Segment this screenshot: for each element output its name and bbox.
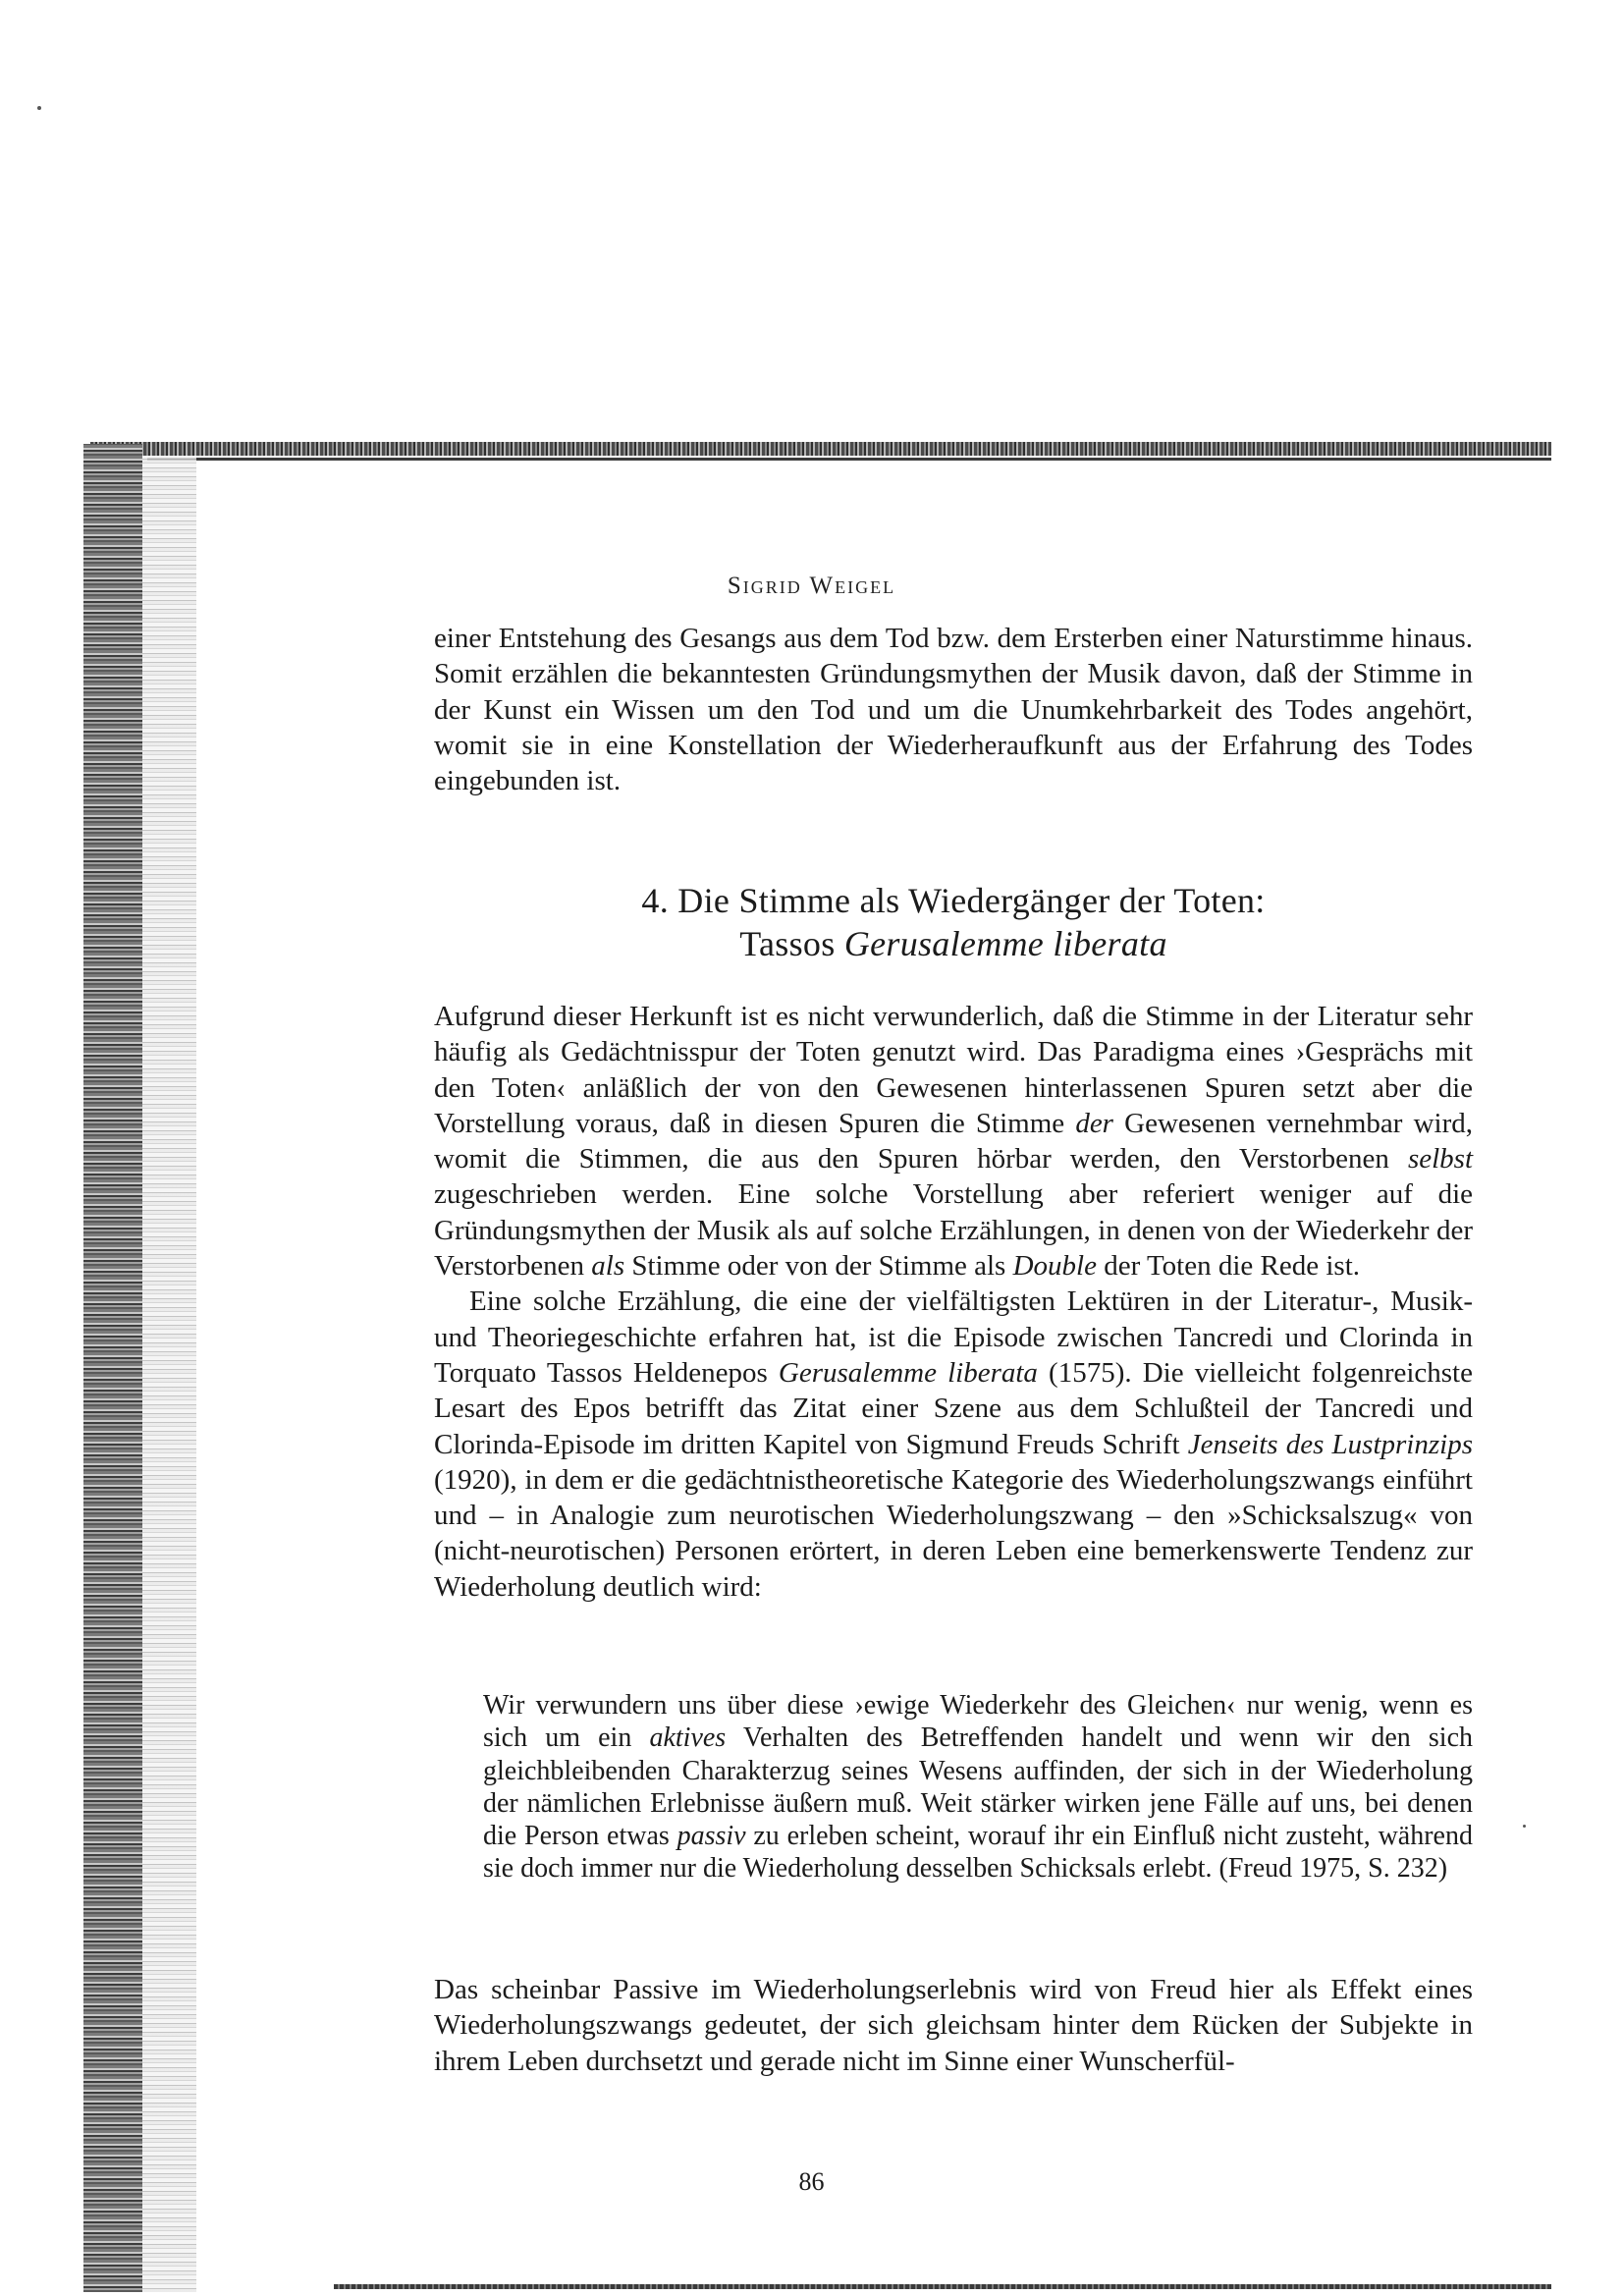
italic-run: Jenseits des Lustprinzips	[1187, 1428, 1473, 1460]
scan-bottom-rule	[334, 2284, 1551, 2289]
italic-run: passiv	[676, 1821, 746, 1852]
heading-italic-title: Gerusalemme liberata	[843, 924, 1167, 963]
text-run: der Toten die Rede ist.	[1096, 1250, 1361, 1283]
text-run: zugeschrieben werden. Eine solche Vorstellung aber referiert weniger auf die Gründungsmythen der Musik als auf solche Erzählungen, in denen von der Wiederkehr der Verstorbenen	[434, 1178, 1473, 1283]
italic-run: aktives	[649, 1722, 727, 1754]
text-run: Eine solche Erzählung, die eine der vielfältigsten Lektüren in der Literatur-, Musik- und Theoriegeschichte erfahren hat, ist die Episode zwischen Tancredi und Clorinda in Torquato Tassos Heldenepos	[434, 1285, 1473, 1389]
text-run: Verhalten des Betreffenden handelt und wenn wir den sich gleichbleibenden Charakterzug seines Wesens auffinden, der sich in der Wiederholung der nämlichen Erlebnisse äußern muß. Weit stärker wirken jene Fälle auf uns, bei denen die Person etwas	[483, 1722, 1473, 1852]
text-run: Stimme oder von der Stimme als	[624, 1250, 1013, 1283]
body-paragraph-2	[434, 999, 1473, 1284]
text-run: (1920), in dem er die gedächtnistheoretische Kategorie des Wiederholungszwangs einführt und – in Analogie zum neurotischen Wiederholungszwang – den »Schicksalszug« von (nicht-neurotischen) Personen erörtert, in deren Leben eine bemerkenswerte Tendenz zur Wiederholung deutlich wird:	[434, 1463, 1473, 1603]
section-heading-line-1: 4. Die Stimme als Wiedergänger der Toten:	[641, 881, 1266, 920]
scan-speck	[1523, 1825, 1526, 1828]
section-heading	[434, 879, 1473, 965]
italic-run: der	[1075, 1107, 1113, 1139]
block-quote	[483, 1689, 1473, 1886]
italic-run: Gerusalemme liberata	[778, 1356, 1038, 1389]
text-run: (1575). Die vielleicht folgenreichste Lesart des Epos betrifft das Zitat einer Szene aus dem Schlußteil der Tancredi und Clorinda-Episode im dritten Kapitel von Sigmund Freuds Schrift	[434, 1356, 1473, 1460]
body-paragraph-3	[434, 1284, 1473, 1605]
scan-book-spine	[83, 444, 142, 2292]
text-run: Wir verwundern uns über diese ›ewige Wiederkehr des Gleichen‹ nur wenig, wenn es sich um ein	[483, 1690, 1473, 1754]
italic-run: als	[591, 1250, 625, 1283]
paragraph-text: Das scheinbar Passive im Wiederholungserlebnis wird von Freud hier als Effekt eines Wiederholungszwangs gedeutet, der sich gleichsam hinter dem Rücken der Subjekte in ihrem Leben durchsetzt und gerade nicht im Sinne einer Wunscherfül-	[434, 1974, 1473, 2077]
running-head: Sigrid Weigel	[727, 573, 896, 599]
text-run: Aufgrund dieser Herkunft ist es nicht verwunderlich, daß die Stimme in der Literatur sehr häufig als Gedächtnisspur der Toten genutzt wird. Das Paradigma eines ›Gesprächs mit den Toten‹ anläßlich der von den Gewesenen hinterlassenen Spuren setzt aber die Vorstellung voraus, daß in diesen Spuren die Stimme	[434, 1001, 1473, 1139]
page-number: 86	[798, 2167, 825, 2196]
paragraph-text: einer Entstehung des Gesangs aus dem Tod bzw. dem Ersterben einer Naturstimme hinaus. Somit erzählen die bekanntesten Gründungsmythen der Musik davon, daß der Stimme in der Kunst ein Wissen um den Tod und um die Unumkehrbarkeit des Todes angehört, womit sie in eine Konstellation der Wiederheraufkunft aus der Erfahrung des Todes eingebunden ist.	[434, 623, 1473, 797]
scan-top-rule	[147, 458, 1551, 461]
body-paragraph-4	[434, 1972, 1473, 2079]
scan-top-edge	[90, 442, 1551, 456]
text-run: zu erleben scheint, worauf ihr ein Einfluß nicht zusteht, während sie doch immer nur die Wiederholung desselben Schicksals erlebt. (Freud 1975, S. 232)	[483, 1821, 1473, 1885]
text-run: Gewesenen vernehmbar wird, womit die Stimmen, die aus den Spuren hörbar werden, den Verstorbenen	[434, 1107, 1473, 1175]
body-paragraph-1	[434, 621, 1473, 798]
heading-plain-text: Tassos	[739, 924, 844, 963]
section-heading-line-2	[434, 922, 1473, 965]
italic-run: selbst	[1407, 1143, 1473, 1175]
scan-speck	[37, 106, 41, 110]
scan-gutter-shadow	[142, 457, 196, 2292]
italic-run: Double	[1012, 1250, 1097, 1283]
body-paragraphs-2-3	[434, 999, 1473, 1605]
